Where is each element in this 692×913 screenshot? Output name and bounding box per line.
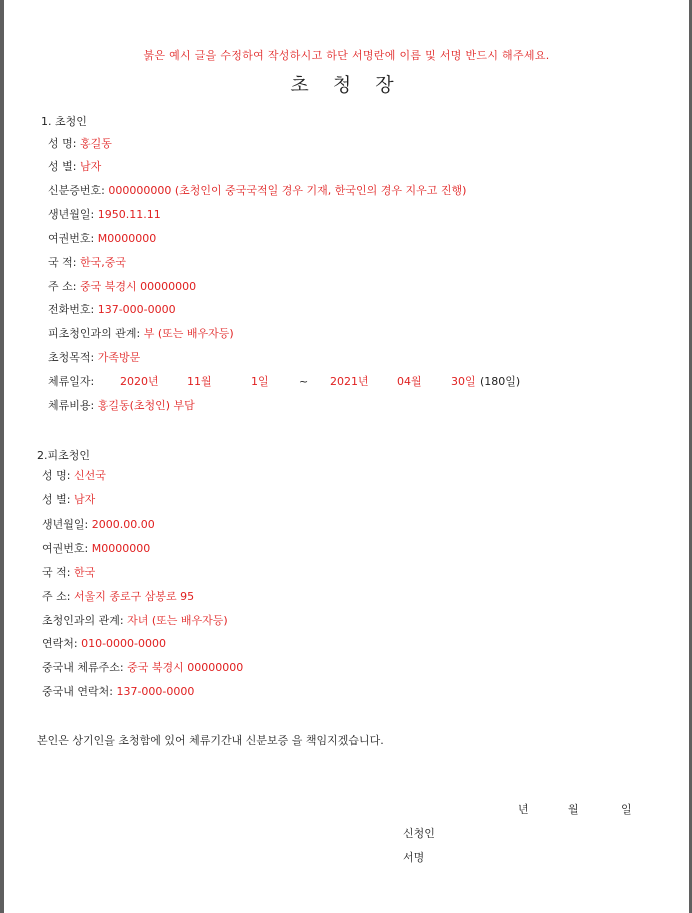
field-label: 신분증번호: — [48, 184, 109, 197]
invitee-field-china-address — [42, 660, 243, 676]
invitee-field-china-contact — [42, 684, 194, 700]
date-month-label: 월 — [568, 803, 579, 816]
field-value: 남자 — [73, 493, 96, 506]
applicant-label: 신청인 — [403, 827, 435, 840]
field-label: 중국내 체류주소: — [42, 661, 128, 674]
field-label: 성 명: — [42, 469, 74, 482]
field-value: 010-0000-0000 — [81, 637, 167, 650]
field-value: 한국 — [73, 566, 96, 579]
stay-period-label: 체류일자: — [48, 375, 95, 388]
field-value: 중국 북경시 00000000 — [127, 661, 244, 674]
inviter-field-phone — [48, 302, 176, 318]
field-label: 성 별: — [48, 160, 80, 173]
field-label: 중국내 연락처: — [42, 685, 117, 698]
field-label: 초청인과의 관계: — [42, 614, 128, 627]
field-value: 남자 — [79, 160, 102, 173]
field-value: 홍길동(초청인) 부담 — [97, 399, 195, 412]
field-label: 피초청인과의 관계: — [48, 327, 144, 340]
field-value: 000000000 (초청인이 중국국적일 경우 기재, 한국인의 경우 지우고 진행) — [108, 184, 467, 197]
signature-label: 서명 — [403, 851, 425, 864]
stay-duration: (180일) — [480, 375, 521, 388]
field-value: 부 (또는 배우자등) — [143, 327, 234, 340]
invitee-field-address — [42, 589, 194, 605]
field-label: 전화번호: — [48, 303, 98, 316]
stay-start-month: 11월 — [187, 375, 212, 388]
inviter-field-address — [48, 279, 196, 295]
invitee-field-name — [42, 468, 106, 484]
field-label: 생년월일: — [48, 208, 98, 221]
field-value: 자녀 (또는 배우자등) — [127, 614, 228, 627]
field-value: 137-000-0000 — [116, 685, 195, 698]
field-value: 137-000-0000 — [97, 303, 176, 316]
field-value: 가족방문 — [97, 351, 141, 364]
field-value: 중국 북경시 00000000 — [79, 280, 197, 293]
date-day-label: 일 — [621, 803, 632, 816]
field-label: 주 소: — [48, 280, 80, 293]
inviter-field-gender — [48, 159, 101, 175]
stay-tilde: ~ — [299, 375, 309, 388]
stay-end-day: 30일 — [451, 375, 476, 388]
inviter-field-relationship — [48, 326, 234, 342]
inviter-field-cost — [48, 398, 195, 414]
inviter-field-name — [48, 136, 112, 152]
field-label: 연락처: — [42, 637, 82, 650]
invitee-field-contact — [42, 636, 166, 652]
invitee-field-birthdate — [42, 517, 155, 533]
field-value: M0000000 — [91, 542, 151, 555]
document-page — [4, 0, 689, 913]
field-label: 생년월일: — [42, 518, 92, 531]
field-label: 여권번호: — [42, 542, 92, 555]
invitee-field-gender — [42, 492, 95, 508]
invitee-field-nationality — [42, 565, 95, 581]
stay-start-day: 1일 — [251, 375, 269, 388]
stay-end-month: 04월 — [397, 375, 422, 388]
date-year-label: 년 — [518, 803, 529, 816]
section-inviter-heading: 1. 초청인 — [41, 115, 87, 128]
field-value: 서울지 종로구 삼봉로 95 — [73, 590, 195, 603]
field-label: 국 적: — [48, 256, 80, 269]
document-title: 초 청 장 — [290, 74, 403, 96]
field-label: 성 명: — [48, 137, 80, 150]
field-value: 한국,중국 — [79, 256, 126, 269]
field-label: 초청목적: — [48, 351, 98, 364]
inviter-field-passport — [48, 231, 156, 247]
stay-start-year: 2020년 — [120, 375, 159, 388]
field-value: 2000.00.00 — [91, 518, 155, 531]
field-value: M0000000 — [97, 232, 157, 245]
stay-end-year: 2021년 — [330, 375, 369, 388]
field-value: 1950.11.11 — [97, 208, 161, 221]
guarantee-statement: 본인은 상기인을 초청함에 있어 체류기간내 신분보증 을 책임지겠습니다. — [37, 734, 384, 747]
inviter-field-id-number — [48, 183, 466, 199]
field-value: 홍길동 — [79, 137, 112, 150]
field-label: 국 적: — [42, 566, 74, 579]
inviter-field-purpose — [48, 350, 140, 366]
field-label: 여권번호: — [48, 232, 98, 245]
invitee-field-relationship — [42, 613, 228, 629]
invitee-field-passport — [42, 541, 150, 557]
instruction-notice: 붉은 예시 글을 수정하여 작성하시고 하단 서명란에 이름 및 서명 반드시 해주세요. — [143, 49, 550, 62]
section-invitee-heading: 2.피초청인 — [37, 449, 90, 462]
field-label: 주 소: — [42, 590, 74, 603]
field-label: 체류비용: — [48, 399, 98, 412]
field-value: 신선국 — [73, 469, 106, 482]
inviter-field-birthdate — [48, 207, 161, 223]
field-label: 성 별: — [42, 493, 74, 506]
inviter-field-nationality — [48, 255, 126, 271]
